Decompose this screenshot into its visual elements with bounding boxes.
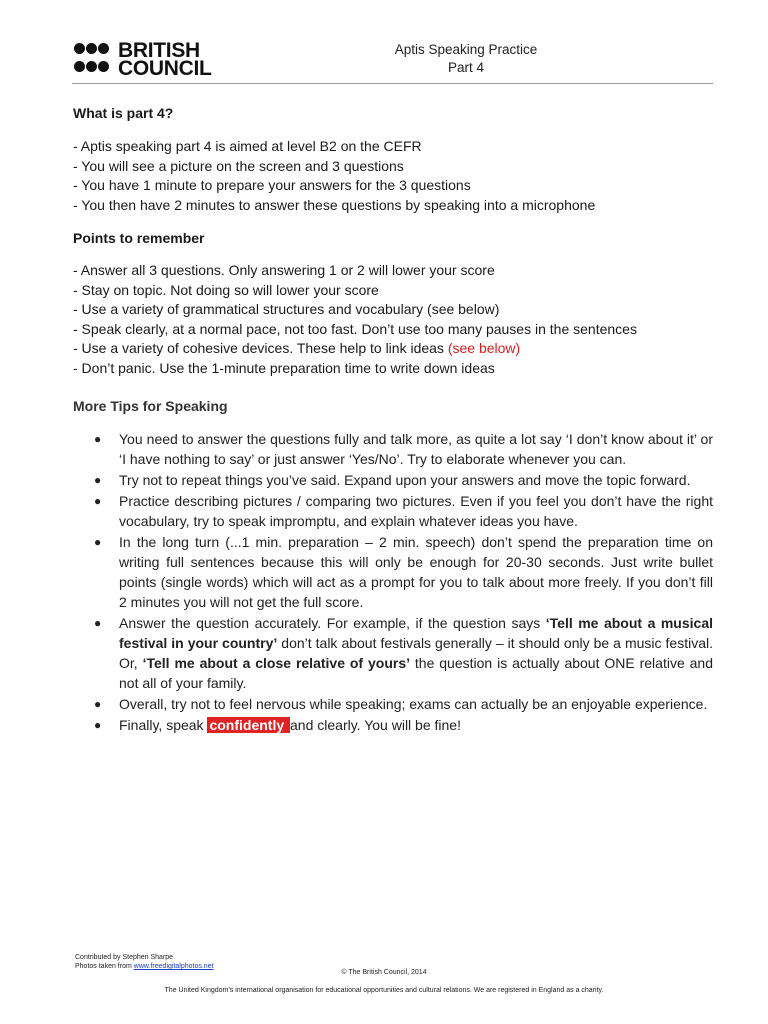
section-heading-points-to-remember: Points to remember xyxy=(73,230,205,246)
tip-text: the question is actually about ONE relative and not all of your family. xyxy=(119,655,713,691)
bullet-icon: ● xyxy=(94,494,102,508)
photo-credit-prefix: Photos taken from xyxy=(75,963,134,970)
tip-text: You need to answer the questions fully and talk more, as quite a lot say ‘I don’t know about it’ or ‘I have nothing to say’ or just answer ‘Yes/No’. Try to elaborate whenever you can. xyxy=(119,431,713,467)
tip-text: Try not to repeat things you’ve said. Expand upon your answers and move the topic forward. xyxy=(119,472,691,488)
document-part: Part 4 xyxy=(447,60,485,75)
brand-line-2: COUNCIL xyxy=(118,57,212,80)
page-content xyxy=(73,104,713,736)
point-line: - Speak clearly, at a normal pace, not too fast. Don’t use too many pauses in the sentences xyxy=(73,320,637,337)
section-heading-more-tips: More Tips for Speaking xyxy=(73,398,228,414)
intro-line: - You have 1 minute to prepare your answers for the 3 questions xyxy=(73,177,471,193)
bullet-icon: ● xyxy=(94,432,102,446)
list-item xyxy=(73,429,713,469)
point-text: - Use a variety of cohesive devices. These help to link ideas xyxy=(73,340,448,356)
point-line: - Use a variety of grammatical structures and vocabulary (see below) xyxy=(73,301,500,317)
photos-link[interactable]: www.freedigitalphotos.net xyxy=(133,963,214,970)
highlighted-word: confidently xyxy=(209,717,289,733)
point-line: - Stay on topic. Not doing so will lower your score xyxy=(73,281,379,298)
point-line-cohesive xyxy=(73,339,713,359)
list-item xyxy=(73,491,713,531)
tip-text: Finally, speak xyxy=(119,717,208,733)
list-item xyxy=(73,532,713,612)
footer-copyright: © The British Council, 2014 xyxy=(341,969,427,976)
tip-text: Overall, try not to feel nervous while speaking; exams can actually be an enjoyable experience. xyxy=(119,696,708,712)
tip-text: In the long turn (...1 min. preparation – 2 min. speech) don’t spend the preparation time on writing full sentences because this will only be enough for 20-30 seconds. Just write bullet points (single words) which will act as a prompt for you to talk about more freely. If you don’t fill 2 minutes you will not get the full score. xyxy=(119,534,713,610)
bullet-icon: ● xyxy=(94,697,102,711)
header-divider xyxy=(72,83,713,84)
tip-text: don’t talk about festivals generally – it should only be a music festival. Or, xyxy=(119,635,713,671)
list-item xyxy=(73,470,713,490)
bullet-icon: ● xyxy=(94,473,102,487)
intro-line: - You will see a picture on the screen and 3 questions xyxy=(73,157,404,174)
document-header xyxy=(366,41,566,77)
example-question: ‘Tell me about a musical festival in your country’ xyxy=(119,615,713,651)
section-heading-what-is-part-4: What is part 4? xyxy=(73,105,174,121)
tips-list xyxy=(73,429,713,735)
tip-text: and clearly. You will be fine! xyxy=(290,717,461,733)
bullet-icon: ● xyxy=(94,616,102,630)
list-item xyxy=(73,715,713,735)
footer-organisation: The United Kingdom’s international organisation for educational opportunities and cultural relations. We are registered in England as a charity. xyxy=(164,987,604,994)
intro-line: - Aptis speaking part 4 is aimed at level B2 on the CEFR xyxy=(73,138,422,154)
list-item xyxy=(73,694,713,714)
contributor-credit: Contributed by Stephen Sharpe xyxy=(75,954,174,961)
tip-text: Answer the question accurately. For example, if the question says xyxy=(119,615,546,631)
british-council-logo xyxy=(74,41,214,79)
brand-line-1: BRITISH xyxy=(118,39,200,62)
tip-text: Practice describing pictures / comparing two pictures. Even if you feel you don’t have the right vocabulary, try to speak impromptu, and explain whatever ideas you have. xyxy=(119,493,713,529)
point-line: - Answer all 3 questions. Only answering 1 or 2 will lower your score xyxy=(73,262,495,278)
see-below-note: (see below) xyxy=(447,340,521,356)
logo-dots-icon xyxy=(74,41,112,79)
intro-line: - You then have 2 minutes to answer these questions by speaking into a microphone xyxy=(73,196,596,213)
point-line: - Don’t panic. Use the 1-minute preparation time to write down ideas xyxy=(73,359,495,376)
example-question: ‘Tell me about a close relative of yours’ xyxy=(142,655,410,671)
bullet-icon: ● xyxy=(94,718,102,732)
bullet-icon: ● xyxy=(94,535,102,549)
document-title: Aptis Speaking Practice xyxy=(394,42,538,57)
list-item xyxy=(73,613,713,693)
